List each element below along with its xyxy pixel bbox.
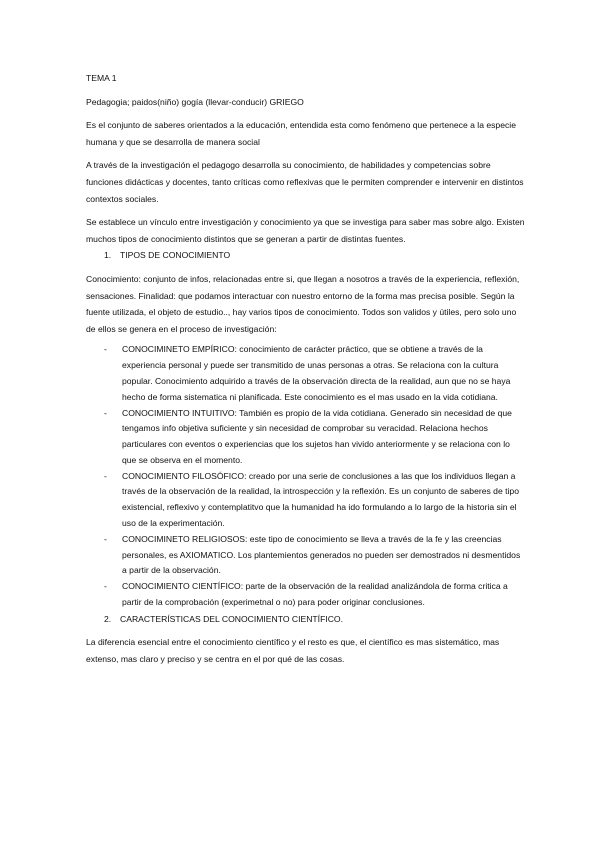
list-item-text: CONOCIMIENTO FILOSÓFICO: creado por una serie de conclusiones a las que los individuos llegan a través de la observación de la realidad, la introspección y la reflexión. Es un conjunto de saberes de tipo existencial, reflexivo y contemplatitvo que la humanidad ha ido formulando a lo largo de la historia sin el uso de la experimentación. — [122, 470, 519, 529]
list-item — [86, 579, 526, 611]
list-item — [86, 342, 526, 405]
bullet-dash: - — [104, 407, 107, 418]
tema-title: TEMA 1 — [86, 73, 117, 83]
section-2-title: CARACTERÍSTICAS DEL CONOCIMIENTO CIENTÍFICO. — [120, 613, 343, 624]
list-item-text: CONOCIMINETO EMPÍRICO: conocimiento de carácter práctico, que se obtiene a través de la experiencia personal y puede ser transmitido de unas personas a otras. Se relaciona con la cultura popular. Conocimiento adquirido a través de la observación directa de la realidad, aun que no se haya hecho de forma sistematica ni planificada. Este conocimiento es el mas usado en la vida cotidiana. — [122, 344, 511, 402]
bullet-dash: - — [104, 533, 107, 544]
knowledge-types-list — [86, 342, 526, 611]
paragraph-1: Es el conjunto de saberes orientados a la educación, entendida esta como fenómeno que pertenece a la especie humana y que se desarrolla de manera social — [86, 120, 516, 147]
section-1-title: TIPOS DE CONOCIMIENTO — [120, 250, 231, 261]
section-1-intro: Conocimiento: conjunto de infos, relacionadas entre si, que llegan a nosotros a través de la experiencia, reflexión, sensaciones. Finalidad: que podamos interactuar con nuestro entorno de la forma mas precisa posible. Según la fuente utilizada, el objeto de estudio.., hay varios tipos de conocimiento. Todos son validos y útiles, pero solo uno de ellos se genera en el proceso de investigación: — [86, 273, 520, 334]
section-2-heading — [86, 611, 526, 628]
pedagogia-definition: Pedagogia; paidos(niño) gogía (llevar-conducir) GRIEGO — [86, 96, 304, 107]
document-page — [86, 70, 526, 668]
bullet-dash: - — [104, 470, 107, 481]
bullet-dash: - — [104, 344, 107, 355]
list-item-text: CONOCIMIENTO CIENTÍFICO: parte de la observación de la realidad analizándola de forma critica a partir de la comprobación (experimetnal o no) para poder originar conclusiones. — [122, 581, 508, 608]
list-item — [86, 469, 526, 532]
bullet-dash: - — [104, 581, 107, 592]
paragraph-3: Se establece un vínculo entre investigación y conocimiento ya que se investiga para saber mas sobre algo. Existen muchos tipos de conocimiento distintos que se generan a partir de distintas fuentes. — [86, 217, 525, 244]
list-item — [86, 406, 526, 469]
list-item-text: CONOCIMINETO RELIGIOSOS: este tipo de conocimiento se lleva a través de la fe y las creencias personales, es AXIOMATICO. Los plantemientos generados no pueden ser demostrados ni desmentidos a partir de la observación. — [122, 533, 521, 576]
list-item-text: CONOCIMIENTO INTUITIVO: También es propio de la vida cotidiana. Generado sin necesidad de que tengamos info objetiva suficiente y sin necesidad de comprobar su veracidad. Relaciona hechos particulares con eventos o experiencias que los sujetos han vivido anteriormente y se relaciona con lo que se observa en el momento. — [122, 407, 512, 465]
section-1-heading — [86, 247, 526, 264]
section-2-text: La diferencia esencial entre el conocimiento científico y el resto es que, el científico es mas sistemático, mas extenso, mas claro y preciso y se centra en el por qué de las cosas. — [86, 637, 500, 665]
section-1-number: 1. — [104, 250, 112, 261]
paragraph-2: A través de la investigación el pedagogo desarrolla su conocimiento, de habilidades y competencias sobre funciones didácticas y docentes, tanto críticas como reflexivas que le permiten comprender e intervenir en distintos contextos sociales. — [86, 160, 524, 204]
list-item — [86, 532, 526, 579]
section-2-number: 2. — [104, 613, 112, 624]
